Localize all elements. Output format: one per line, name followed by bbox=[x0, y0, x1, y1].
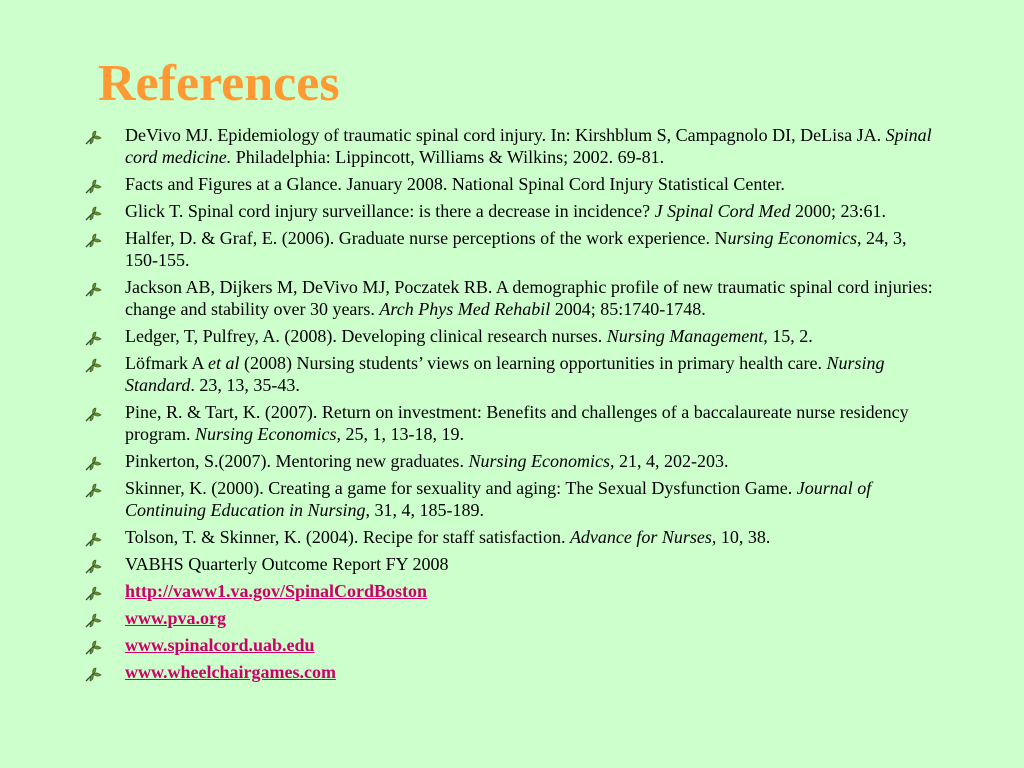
reference-run: , 21, 4, 202-203. bbox=[609, 451, 729, 471]
reference-run: (2008) Nursing students’ views on learning opportunities in primary health care. bbox=[239, 353, 827, 373]
reference-italic-run: Nursing Management bbox=[606, 326, 764, 346]
reference-text bbox=[125, 276, 940, 320]
leaf-bullet-icon bbox=[84, 231, 102, 246]
leaf-bullet-icon bbox=[84, 584, 102, 599]
reference-run: VABHS Quarterly Outcome Report FY 2008 bbox=[125, 554, 449, 574]
reference-italic-run: Arch Phys Med Rehabil bbox=[379, 299, 551, 319]
reference-run: Halfer, D. & Graf, E. (2006). Graduate nurse perceptions of the work experience. N bbox=[125, 228, 728, 248]
reference-run: Philadelphia: Lippincott, Williams & Wilkins; 2002. 69-81. bbox=[231, 147, 665, 167]
page-title: References bbox=[98, 55, 340, 112]
leaf-bullet-icon bbox=[84, 329, 102, 344]
leaf-bullet-icon bbox=[84, 665, 102, 680]
reference-italic-run: et al bbox=[208, 353, 240, 373]
reference-run: Tolson, T. & Skinner, K. (2004). Recipe for staff satisfaction. bbox=[125, 527, 570, 547]
reference-run: , 31, 4, 185-189. bbox=[365, 500, 485, 520]
reference-italic-run: Nursing Economics bbox=[468, 451, 610, 471]
leaf-bullet-icon bbox=[84, 611, 102, 626]
reference-italic-run: Nursing Standard bbox=[125, 353, 885, 395]
reference-item bbox=[84, 477, 940, 521]
reference-item bbox=[84, 352, 940, 396]
reference-item bbox=[84, 200, 940, 222]
reference-run: Glick T. Spinal cord injury surveillance: is there a decrease in incidence? bbox=[125, 201, 655, 221]
reference-run: 2004; 85:1740-1748. bbox=[550, 299, 706, 319]
leaf-bullet-icon bbox=[84, 356, 102, 371]
reference-item bbox=[84, 124, 940, 168]
reference-item bbox=[84, 227, 940, 271]
reference-italic-run: ursing Economics bbox=[727, 228, 858, 248]
reference-text bbox=[125, 124, 940, 168]
reference-run: Skinner, K. (2000). Creating a game for sexuality and aging: The Sexual Dysfunction Game. bbox=[125, 478, 797, 498]
link-item bbox=[84, 607, 940, 629]
reference-run: Facts and Figures at a Glance. January 2008. National Spinal Cord Injury Statistical Center. bbox=[125, 174, 785, 194]
link-pva[interactable]: www.pva.org bbox=[125, 608, 227, 628]
reference-run: . 23, 13, 35-43. bbox=[190, 375, 300, 395]
reference-run: Löfmark A bbox=[125, 353, 208, 373]
references-list bbox=[84, 124, 940, 688]
reference-text bbox=[125, 173, 940, 195]
reference-text bbox=[125, 553, 940, 575]
reference-italic-run: Spinal cord medicine. bbox=[125, 125, 932, 167]
reference-run: DeVivo MJ. Epidemiology of traumatic spinal cord injury. In: Kirshblum S, Campagnolo DI, DeLisa JA. bbox=[125, 125, 886, 145]
reference-item bbox=[84, 401, 940, 445]
link-item bbox=[84, 661, 940, 683]
leaf-bullet-icon bbox=[84, 638, 102, 653]
leaf-bullet-icon bbox=[84, 280, 102, 295]
reference-italic-run: Journal of Continuing Education in Nursing bbox=[125, 478, 872, 520]
leaf-bullet-icon bbox=[84, 530, 102, 545]
reference-text bbox=[125, 227, 940, 271]
link-item bbox=[84, 634, 940, 656]
reference-run: Pinkerton, S.(2007). Mentoring new graduates. bbox=[125, 451, 469, 471]
reference-text bbox=[125, 526, 940, 548]
reference-run: 2000; 23:61. bbox=[790, 201, 886, 221]
reference-text bbox=[125, 401, 940, 445]
reference-italic-run: J Spinal Cord Med bbox=[654, 201, 791, 221]
reference-text bbox=[125, 200, 940, 222]
reference-item bbox=[84, 553, 940, 575]
reference-item bbox=[84, 325, 940, 347]
reference-item bbox=[84, 526, 940, 548]
reference-item bbox=[84, 450, 940, 472]
leaf-bullet-icon bbox=[84, 481, 102, 496]
reference-item bbox=[84, 276, 940, 320]
leaf-bullet-icon bbox=[84, 454, 102, 469]
leaf-bullet-icon bbox=[84, 405, 102, 420]
reference-run: 10, 38. bbox=[716, 527, 771, 547]
reference-text bbox=[125, 477, 940, 521]
reference-run: , 25, 1, 13-18, 19. bbox=[336, 424, 464, 444]
link-item bbox=[84, 580, 940, 602]
reference-text bbox=[125, 325, 940, 347]
leaf-bullet-icon bbox=[84, 557, 102, 572]
leaf-bullet-icon bbox=[84, 204, 102, 219]
reference-item bbox=[84, 173, 940, 195]
reference-italic-run: Advance for Nurses, bbox=[569, 527, 717, 547]
reference-run: Jackson AB, Dijkers M, DeVivo MJ, Poczatek RB. A demographic profile of new traumatic spinal cord injuries: change and stability over 30 years. bbox=[125, 277, 933, 319]
reference-text bbox=[125, 450, 940, 472]
reference-italic-run: Nursing Economics bbox=[194, 424, 337, 444]
reference-run: Pine, R. & Tart, K. (2007). Return on investment: Benefits and challenges of a baccalaureate nurse residency program. bbox=[125, 402, 909, 444]
link-spinalcord-uab[interactable]: www.spinalcord.uab.edu bbox=[125, 635, 315, 655]
reference-text bbox=[125, 352, 940, 396]
reference-run: , 24, 3, 150-155. bbox=[125, 228, 907, 270]
leaf-bullet-icon bbox=[84, 128, 102, 143]
link-vaww1-spinal-cord-boston[interactable]: http://vaww1.va.gov/SpinalCordBoston bbox=[125, 581, 428, 601]
leaf-bullet-icon bbox=[84, 177, 102, 192]
link-wheelchairgames[interactable]: www.wheelchairgames.com bbox=[125, 662, 336, 682]
reference-run: Ledger, T, Pulfrey, A. (2008). Developing clinical research nurses. bbox=[125, 326, 607, 346]
reference-run: , 15, 2. bbox=[763, 326, 813, 346]
